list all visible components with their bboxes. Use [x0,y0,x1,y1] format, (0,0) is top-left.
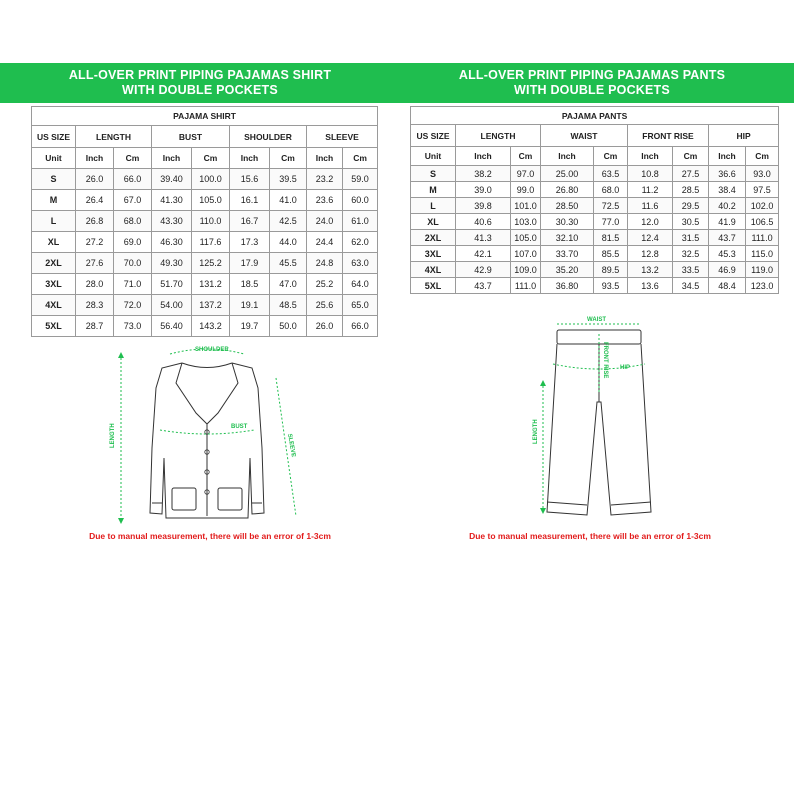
table-row [411,214,779,230]
size-cell: M [411,182,456,198]
size-cell: 2XL [32,253,76,274]
table-row [411,246,779,262]
shoulder-header: SHOULDER [230,126,307,148]
size-cell: M [32,190,76,211]
value-cell: 41.30 [152,190,192,211]
bust-label: BUST [231,424,248,430]
value-cell: 131.2 [192,274,230,295]
size-cell: 5XL [411,278,456,294]
value-cell: 60.0 [343,190,378,211]
value-cell: 28.0 [76,274,114,295]
value-cell: 32.10 [541,230,594,246]
value-cell: 26.4 [76,190,114,211]
table-row [32,274,378,295]
value-cell: 17.9 [230,253,270,274]
value-cell: 41.3 [456,230,511,246]
shirt-outline-icon [150,363,264,518]
value-cell: 61.0 [343,211,378,232]
unit-cell: Inch [709,147,746,166]
value-cell: 36.6 [709,166,746,182]
value-cell: 59.0 [343,169,378,190]
value-cell: 111.0 [511,278,541,294]
value-cell: 105.0 [192,190,230,211]
value-cell: 68.0 [594,182,628,198]
value-cell: 19.7 [230,316,270,337]
value-cell: 27.5 [673,166,709,182]
unit-cell: Cm [270,148,307,169]
value-cell: 46.30 [152,232,192,253]
value-cell: 85.5 [594,246,628,262]
hip-header: HIP [709,125,779,147]
sleeve-header: SLEEVE [307,126,378,148]
value-cell: 66.0 [114,169,152,190]
value-cell: 26.80 [541,182,594,198]
value-cell: 30.30 [541,214,594,230]
unit-cell: Inch [628,147,673,166]
value-cell: 44.0 [270,232,307,253]
size-cell: 2XL [411,230,456,246]
value-cell: 38.2 [456,166,511,182]
unit-header: Unit [32,148,76,169]
value-cell: 46.9 [709,262,746,278]
unit-header: Unit [411,147,456,166]
value-cell: 42.1 [456,246,511,262]
table-row [32,316,378,337]
unit-cell: Cm [746,147,779,166]
table-row [32,169,378,190]
bust-header: BUST [152,126,230,148]
unit-cell: Cm [192,148,230,169]
value-cell: 33.70 [541,246,594,262]
unit-cell: Cm [673,147,709,166]
unit-cell: Cm [511,147,541,166]
size-cell: 4XL [411,262,456,278]
value-cell: 24.0 [307,211,343,232]
value-cell: 43.7 [456,278,511,294]
value-cell: 11.2 [628,182,673,198]
value-cell: 119.0 [746,262,779,278]
pants-outline-icon [547,330,651,515]
value-cell: 36.80 [541,278,594,294]
value-cell: 73.0 [114,316,152,337]
size-header: US SIZE [411,125,456,147]
unit-cell: Inch [307,148,343,169]
length-header: LENGTH [76,126,152,148]
value-cell: 47.0 [270,274,307,295]
value-cell: 63.5 [594,166,628,182]
value-cell: 56.40 [152,316,192,337]
value-cell: 32.5 [673,246,709,262]
value-cell: 24.4 [307,232,343,253]
value-cell: 50.0 [270,316,307,337]
value-cell: 16.7 [230,211,270,232]
unit-cell: Inch [230,148,270,169]
shirt-size-table [31,106,378,337]
size-cell: L [411,198,456,214]
value-cell: 42.9 [456,262,511,278]
value-cell: 26.0 [76,169,114,190]
value-cell: 23.2 [307,169,343,190]
value-cell: 77.0 [594,214,628,230]
value-cell: 99.0 [511,182,541,198]
measurement-note: Due to manual measurement, there will be an error of 1-3cm [469,531,711,541]
value-cell: 11.6 [628,198,673,214]
value-cell: 67.0 [114,190,152,211]
value-cell: 28.5 [673,182,709,198]
value-cell: 97.0 [511,166,541,182]
size-cell: 3XL [411,246,456,262]
value-cell: 45.3 [709,246,746,262]
length-header: LENGTH [456,125,541,147]
shirt-table-title: PAJAMA SHIRT [32,107,378,126]
value-cell: 143.2 [192,316,230,337]
table-row [32,190,378,211]
value-cell: 125.2 [192,253,230,274]
hip-label: HIP [620,365,631,371]
waist-header: WAIST [541,125,628,147]
value-cell: 115.0 [746,246,779,262]
value-cell: 13.6 [628,278,673,294]
value-cell: 66.0 [343,316,378,337]
value-cell: 25.2 [307,274,343,295]
table-row [411,262,779,278]
pants-table-title: PAJAMA PANTS [411,107,779,125]
value-cell: 65.0 [343,295,378,316]
value-cell: 17.3 [230,232,270,253]
table-row [411,278,779,294]
value-cell: 105.0 [511,230,541,246]
value-cell: 12.4 [628,230,673,246]
unit-cell: Cm [114,148,152,169]
table-row [32,211,378,232]
value-cell: 109.0 [511,262,541,278]
value-cell: 39.40 [152,169,192,190]
value-cell: 34.5 [673,278,709,294]
size-cell: L [32,211,76,232]
value-cell: 70.0 [114,253,152,274]
front-rise-header: FRONT RISE [628,125,709,147]
value-cell: 28.50 [541,198,594,214]
value-cell: 31.5 [673,230,709,246]
value-cell: 41.9 [709,214,746,230]
value-cell: 30.5 [673,214,709,230]
value-cell: 18.5 [230,274,270,295]
value-cell: 117.6 [192,232,230,253]
value-cell: 100.0 [192,169,230,190]
unit-cell: Inch [541,147,594,166]
value-cell: 89.5 [594,262,628,278]
size-cell: 5XL [32,316,76,337]
size-cell: S [411,166,456,182]
value-cell: 25.00 [541,166,594,182]
value-cell: 103.0 [511,214,541,230]
table-row [411,198,779,214]
value-cell: 12.8 [628,246,673,262]
value-cell: 28.3 [76,295,114,316]
value-cell: 38.4 [709,182,746,198]
unit-cell: Inch [76,148,114,169]
value-cell: 40.6 [456,214,511,230]
value-cell: 26.0 [307,316,343,337]
size-header: US SIZE [32,126,76,148]
value-cell: 43.7 [709,230,746,246]
value-cell: 25.6 [307,295,343,316]
value-cell: 12.0 [628,214,673,230]
value-cell: 33.5 [673,262,709,278]
length-label: LENGTH [110,423,116,448]
unit-cell: Inch [456,147,511,166]
value-cell: 40.2 [709,198,746,214]
value-cell: 48.4 [709,278,746,294]
shoulder-label: SHOULDER [195,347,229,353]
value-cell: 63.0 [343,253,378,274]
size-cell: XL [32,232,76,253]
shirt-title: ALL-OVER PRINT PIPING PAJAMAS SHIRT WITH DOUBLE POCKETS [68,68,332,97]
size-cell: S [32,169,76,190]
value-cell: 64.0 [343,274,378,295]
value-cell: 93.0 [746,166,779,182]
table-row [411,182,779,198]
unit-cell: Inch [152,148,192,169]
unit-cell: Cm [594,147,628,166]
value-cell: 51.70 [152,274,192,295]
value-cell: 49.30 [152,253,192,274]
value-cell: 45.5 [270,253,307,274]
table-row [32,253,378,274]
value-cell: 10.8 [628,166,673,182]
value-cell: 28.7 [76,316,114,337]
pants-size-table [410,106,779,294]
measurement-note: Due to manual measurement, there will be an error of 1-3cm [89,531,331,541]
value-cell: 54.00 [152,295,192,316]
value-cell: 26.8 [76,211,114,232]
size-cell: 4XL [32,295,76,316]
value-cell: 97.5 [746,182,779,198]
length-label: LENGTH [533,419,539,444]
value-cell: 13.2 [628,262,673,278]
value-cell: 93.5 [594,278,628,294]
value-cell: 35.20 [541,262,594,278]
value-cell: 43.30 [152,211,192,232]
value-cell: 71.0 [114,274,152,295]
table-row [32,295,378,316]
header-banner [0,63,794,103]
sleeve-label: SLEEVE [286,433,297,458]
value-cell: 62.0 [343,232,378,253]
value-cell: 16.1 [230,190,270,211]
value-cell: 24.8 [307,253,343,274]
value-cell: 48.5 [270,295,307,316]
table-row [411,166,779,182]
value-cell: 69.0 [114,232,152,253]
value-cell: 72.5 [594,198,628,214]
value-cell: 41.0 [270,190,307,211]
value-cell: 106.5 [746,214,779,230]
value-cell: 39.8 [456,198,511,214]
value-cell: 27.2 [76,232,114,253]
size-cell: XL [411,214,456,230]
value-cell: 39.5 [270,169,307,190]
pants-title: ALL-OVER PRINT PIPING PAJAMAS PANTS WITH DOUBLE POCKETS [458,68,726,97]
value-cell: 29.5 [673,198,709,214]
unit-cell: Cm [343,148,378,169]
value-cell: 123.0 [746,278,779,294]
value-cell: 107.0 [511,246,541,262]
value-cell: 68.0 [114,211,152,232]
value-cell: 110.0 [192,211,230,232]
table-row [32,232,378,253]
value-cell: 39.0 [456,182,511,198]
value-cell: 23.6 [307,190,343,211]
value-cell: 42.5 [270,211,307,232]
value-cell: 19.1 [230,295,270,316]
value-cell: 81.5 [594,230,628,246]
value-cell: 137.2 [192,295,230,316]
size-cell: 3XL [32,274,76,295]
front-rise-label: FRONT RISE [602,342,608,379]
pants-diagram [525,312,675,532]
value-cell: 15.6 [230,169,270,190]
shirt-diagram [100,338,310,528]
value-cell: 111.0 [746,230,779,246]
value-cell: 27.6 [76,253,114,274]
value-cell: 72.0 [114,295,152,316]
table-row [411,230,779,246]
value-cell: 102.0 [746,198,779,214]
value-cell: 101.0 [511,198,541,214]
waist-label: WAIST [587,317,606,323]
